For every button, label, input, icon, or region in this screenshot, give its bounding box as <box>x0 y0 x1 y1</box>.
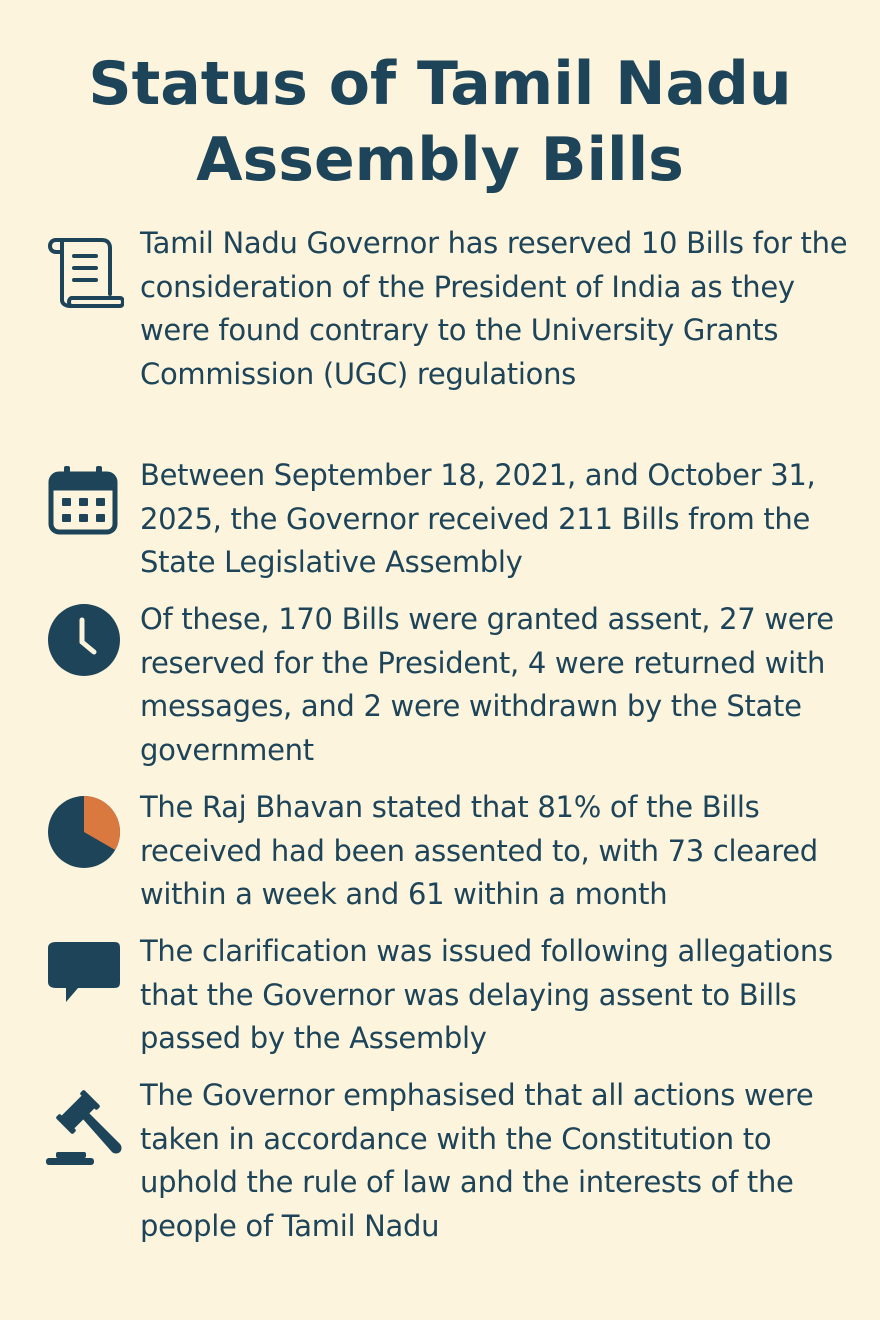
item-text: Tamil Nadu Governor has reserved 10 Bills for the consideration of the President of India as they were found contrary to the University Grants Commission (UGC) regulations <box>140 226 848 391</box>
page-title: Status of Tamil Nadu Assembly Bills <box>88 49 792 195</box>
pie-chart-icon <box>44 792 124 872</box>
item-text: Of these, 170 Bills were granted assent, 27 were reserved for the President, 4 were returned with messages, and 2 were withdrawn by the State government <box>140 602 834 767</box>
item-text: The Raj Bhavan stated that 81% of the Bills received had been assented to, with 73 cleared within a week and 61 within a month <box>140 790 818 911</box>
clock-icon <box>44 600 124 680</box>
speech-bubble-icon <box>44 936 124 1016</box>
item-text: Between September 18, 2021, and October 31, 2025, the Governor received 211 Bills from the State Legislative Assembly <box>140 458 816 579</box>
item-text: The Governor emphasised that all actions were taken in accordance with the Constitution to uphold the rule of law and the interests of the people of Tamil Nadu <box>140 1078 814 1243</box>
gavel-icon <box>44 1086 124 1166</box>
item-text: The clarification was issued following allegations that the Governor was delaying assent to Bills passed by the Assembly <box>140 934 833 1055</box>
scroll-icon <box>44 228 124 308</box>
calendar-icon <box>44 460 124 540</box>
